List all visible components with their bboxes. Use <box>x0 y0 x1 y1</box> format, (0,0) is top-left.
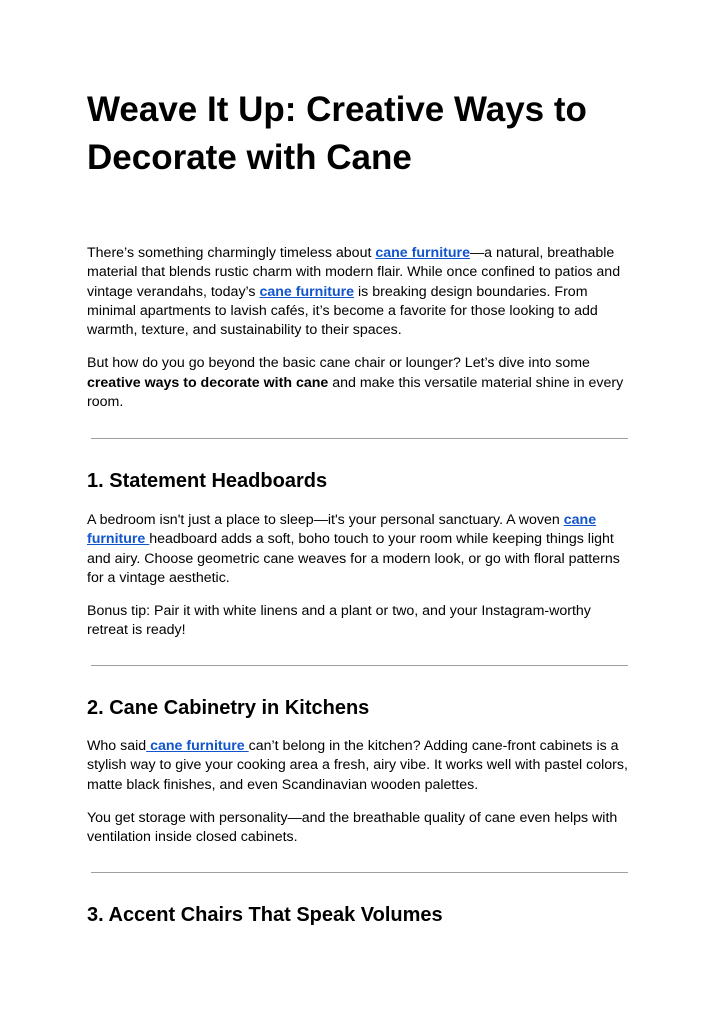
cane-furniture-link-2[interactable]: cane furniture <box>259 283 355 300</box>
intro-paragraph-1 <box>87 244 633 340</box>
cane-furniture-link-4[interactable]: cane furniture <box>146 738 249 754</box>
section-divider <box>91 665 628 666</box>
intro-text-2a: But how do you go beyond the basic cane chair or lounger? Let’s dive into some <box>87 355 590 372</box>
section-accent-chairs <box>87 902 633 928</box>
section-text: A bedroom isn't just a place to sleep—it's your personal sanctuary. A woven <box>87 512 564 528</box>
section-text: headboard adds a soft, boho touch to your room while keeping things light and airy. Choose geometric cane weaves for a modern look, or go with floral patterns for a vintage aesthetic. <box>87 531 620 586</box>
section-headboards <box>87 468 633 641</box>
intro-section <box>87 244 633 412</box>
intro-text-1a: There’s something charmingly timeless about <box>87 245 376 261</box>
intro-paragraph-2 <box>87 354 633 412</box>
section-kitchen-cabinetry <box>87 695 633 847</box>
intro-bold-phrase: creative ways to decorate with cane <box>87 374 329 391</box>
section-text: can’t belong in the kitchen? Adding cane-front cabinets is a stylish way to give your cooking area a fresh, airy vibe. It works well with pastel colors, matte black finishes, and even Scandinavian wooden palettes. <box>87 738 628 793</box>
intro-text-2b: and make this versatile material shine in every room. <box>87 374 624 411</box>
section-divider <box>91 872 628 873</box>
cane-furniture-link-1[interactable]: cane furniture <box>375 245 470 261</box>
page-title: Weave It Up: Creative Ways to Decorate with Cane <box>87 90 587 177</box>
cane-furniture-link-3[interactable]: cane furniture <box>87 512 597 548</box>
section-paragraph-1 <box>87 737 633 795</box>
section-heading: 2. Cane Cabinetry in Kitchens <box>87 697 370 719</box>
section-divider <box>91 438 628 439</box>
intro-text-1b: —a natural, breathable material that blends rustic charm with modern flair. While once confined to patios and vintage verandahs, today’s <box>87 245 621 300</box>
intro-text-1c: is breaking design boundaries. From minimal apartments to lavish cafés, it’s become a favorite for those looking to add warmth, texture, and sustainability to their spaces. <box>87 283 598 339</box>
section-text: Who said <box>87 738 147 754</box>
section-heading: 3. Accent Chairs That Speak Volumes <box>87 904 443 926</box>
section-paragraph-2: Bonus tip: Pair it with white linens and a plant or two, and your Instagram-worthy retreat is ready! <box>87 603 591 639</box>
section-paragraph-2: You get storage with personality—and the breathable quality of cane even helps with ventilation inside closed cabinets. <box>87 809 618 846</box>
section-heading: 1. Statement Headboards <box>87 470 328 492</box>
section-paragraph-1 <box>87 511 633 588</box>
